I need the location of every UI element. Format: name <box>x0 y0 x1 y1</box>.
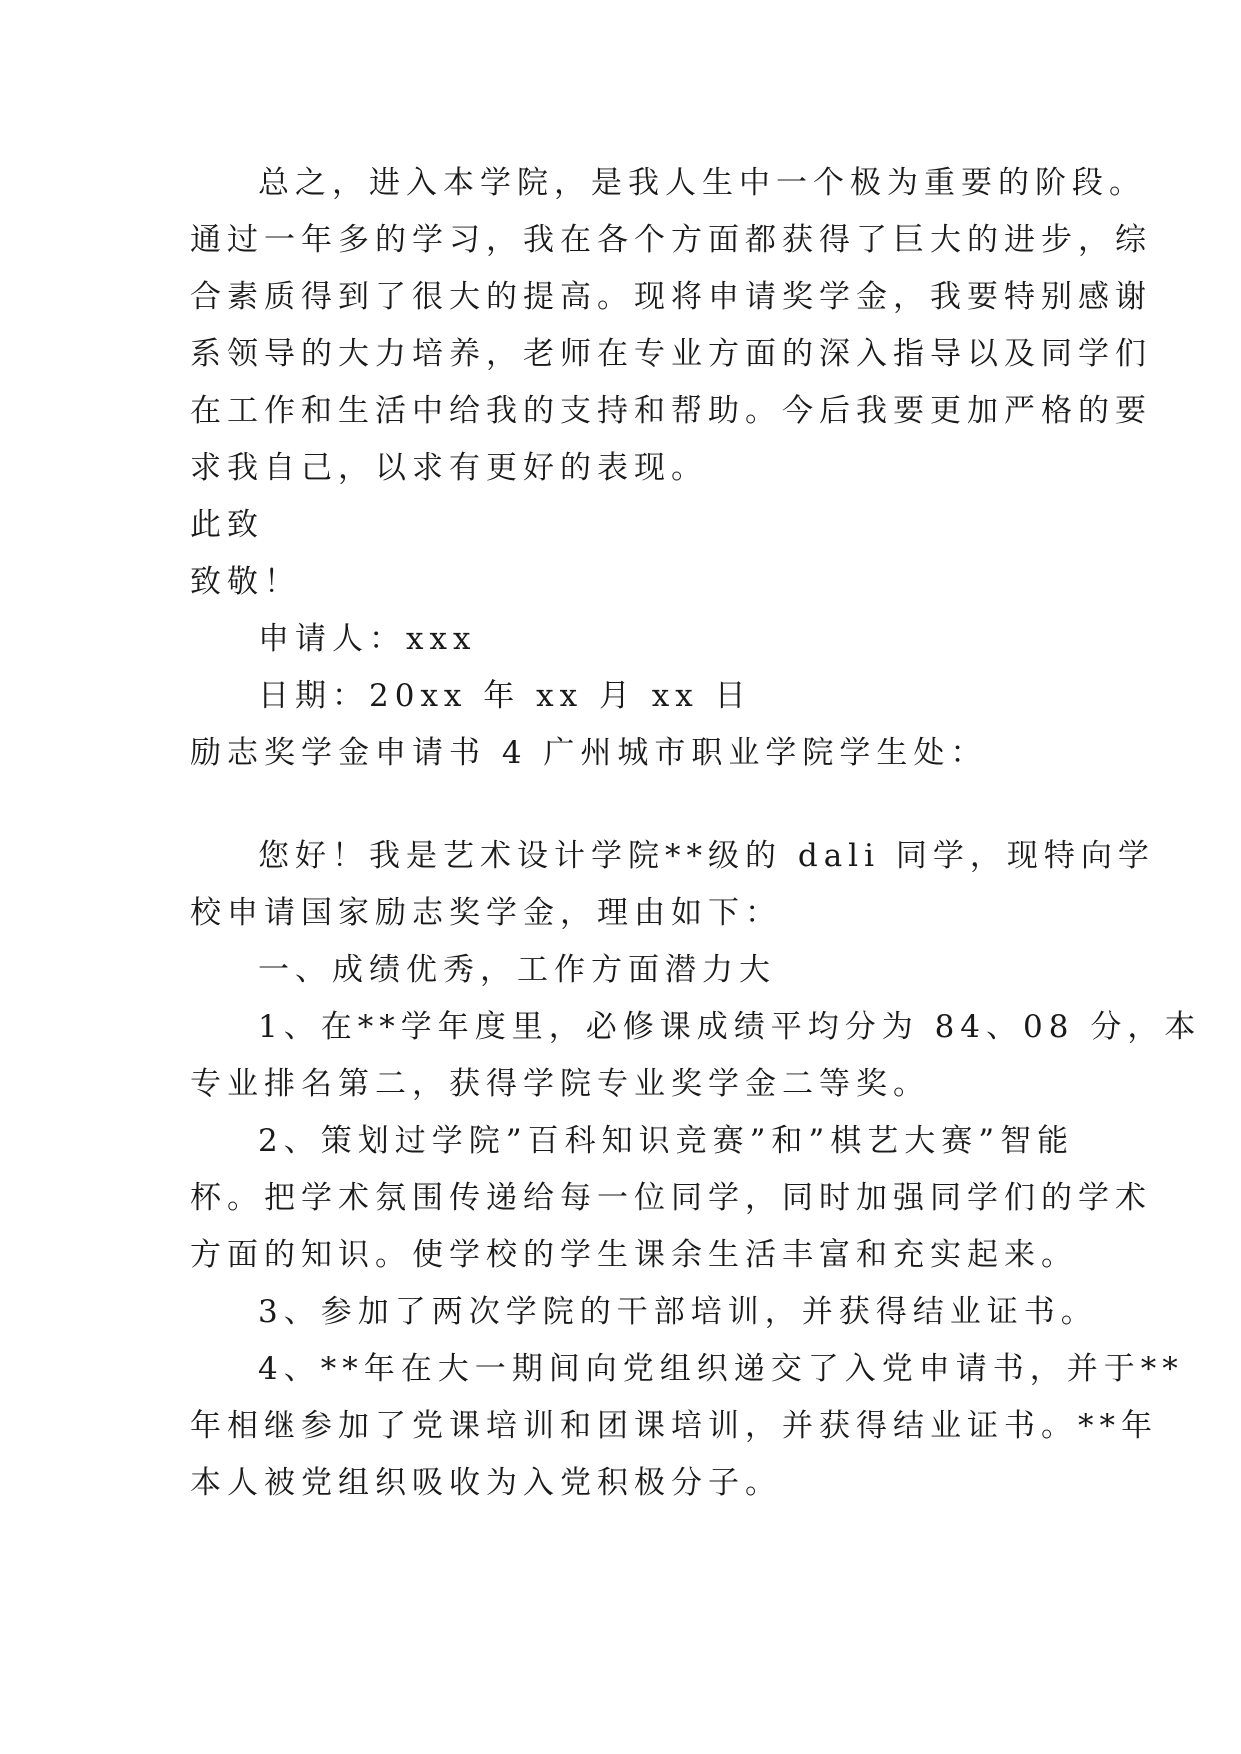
list-item-line: 本人被党组织吸收为入党积极分子。 <box>190 1465 782 1501</box>
paragraph-line: 您好！我是艺术设计学院**级的 dali 同学，现特向学 <box>258 838 1155 874</box>
list-item-line: 2、策划过学院”百科知识竞赛”和”棋艺大赛”智能 <box>258 1123 1075 1159</box>
section-heading: 励志奖学金申请书 4 广州城市职业学院学生处： <box>190 735 988 771</box>
list-item-line: 1、在**学年度里，必修课成绩平均分为 84、08 分，本 <box>258 1009 1202 1045</box>
list-item-line: 年相继参加了党课培训和团课培训，并获得结业证书。**年 <box>190 1408 1158 1444</box>
closing-regards: 致敬！ <box>190 564 301 600</box>
list-item-line: 3、参加了两次学院的干部培训，并获得结业证书。 <box>258 1294 1098 1330</box>
list-item-line: 方面的知识。使学校的学生课余生活丰富和充实起来。 <box>190 1237 1078 1273</box>
closing-salutation: 此致 <box>190 507 264 543</box>
list-item-line: 杯。把学术氛围传递给每一位同学，同时加强同学们的学术 <box>190 1180 1152 1216</box>
paragraph-line: 在工作和生活中给我的支持和帮助。今后我要更加严格的要 <box>190 393 1152 429</box>
subheading: 一、成绩优秀，工作方面潜力大 <box>258 952 776 988</box>
paragraph-line: 校申请国家励志奖学金，理由如下： <box>190 895 782 931</box>
signature-date: 日期：20xx 年 xx 月 xx 日 <box>258 678 752 714</box>
list-item-line: 专业排名第二，获得学院专业奖学金二等奖。 <box>190 1066 930 1102</box>
paragraph-line: 合素质得到了很大的提高。现将申请奖学金，我要特别感谢 <box>190 279 1152 315</box>
applicant-signature: 申请人：xxx <box>258 621 477 657</box>
paragraph-line: 通过一年多的学习，我在各个方面都获得了巨大的进步，综 <box>190 222 1152 258</box>
paragraph-line: 求我自己，以求有更好的表现。 <box>190 450 708 486</box>
paragraph-line: 总之，进入本学院，是我人生中一个极为重要的阶段。 <box>258 165 1146 201</box>
list-item-line: 4、**年在大一期间向党组织递交了入党申请书，并于** <box>258 1351 1184 1387</box>
paragraph-line: 系领导的大力培养，老师在专业方面的深入指导以及同学们 <box>190 336 1152 372</box>
